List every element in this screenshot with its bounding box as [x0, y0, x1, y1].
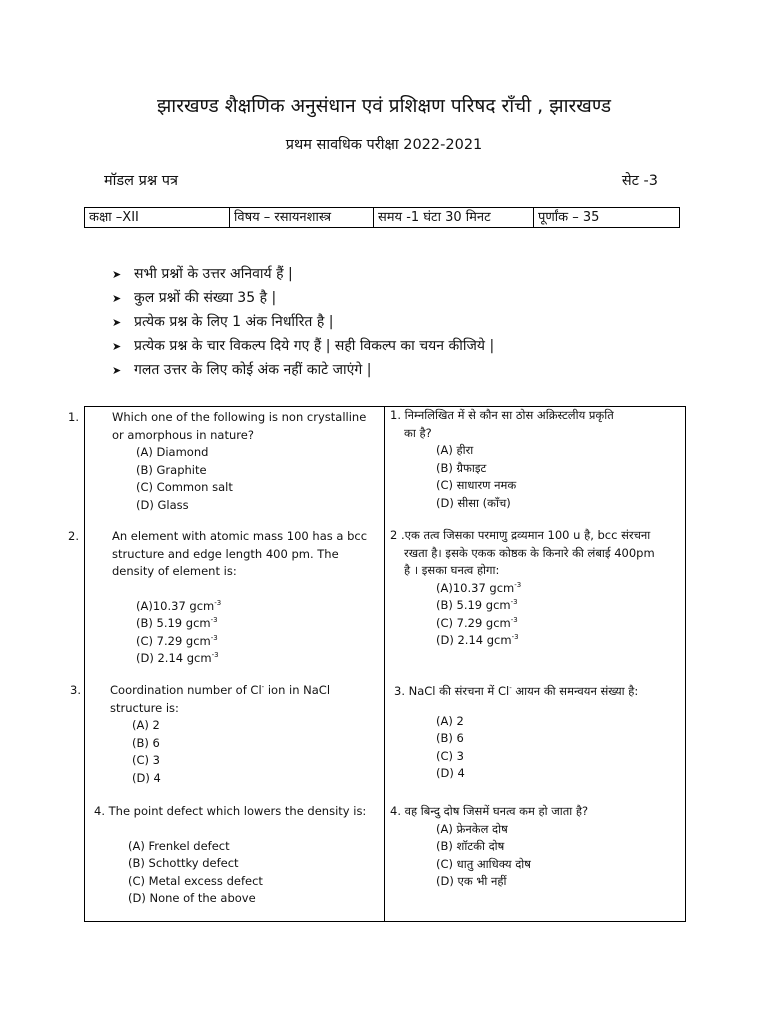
option: (C) Common salt: [136, 480, 233, 494]
instruction-text: गलत उत्तर के लिए कोई अंक नहीं काटे जाएंगे |: [134, 362, 372, 378]
instruction-text: कुल प्रश्नों की संख्या 35 है |: [134, 290, 277, 306]
arrowhead-bullet-icon: ➤: [112, 268, 122, 281]
options-list: [90, 838, 380, 908]
paper-type-label: मॉडल प्रश्न पत्र: [104, 173, 178, 189]
set-number: सेट -3: [621, 173, 658, 189]
option: (A) Diamond: [136, 445, 209, 459]
instruction-item: [112, 358, 494, 382]
time-cell: समय -1 घंटा 30 मिनट: [374, 208, 534, 227]
question-2-hi: [390, 527, 682, 650]
instruction-item: [112, 262, 494, 286]
arrowhead-bullet-icon: ➤: [112, 292, 122, 305]
option-text: (D) 2.14 gcm: [436, 633, 512, 647]
superscript: -3: [214, 598, 222, 607]
question-text: 3. NaCl की संरचना में Cl: [394, 684, 510, 698]
option: (C) 3: [132, 753, 160, 767]
question-2-en: [68, 528, 380, 668]
option: (B) 6: [436, 731, 464, 745]
exam-info-table: [84, 207, 680, 228]
column-divider: [384, 407, 385, 921]
option: (D) 4: [436, 766, 465, 780]
option: (C) Metal excess defect: [128, 873, 263, 888]
option: [136, 633, 380, 651]
marks-cell: पूर्णांक – 35: [538, 210, 600, 225]
superscript: -3: [211, 651, 219, 660]
option: [436, 597, 682, 615]
instruction-text: प्रत्येक प्रश्न के चार विकल्प दिये गए हैं | सही विकल्प का चयन कीजिये |: [134, 338, 495, 354]
superscript: -: [509, 684, 512, 693]
option: [136, 615, 380, 633]
superscript: -3: [210, 633, 218, 642]
option-text: (A)10.37 gcm: [436, 580, 515, 595]
option: (B) शॉटकी दोष: [436, 839, 505, 853]
instructions-list: [112, 262, 494, 382]
question-stem: [70, 682, 380, 717]
option: (D) सीसा (काँच): [436, 495, 511, 510]
superscript: -3: [511, 633, 519, 642]
instruction-text: प्रत्येक प्रश्न के लिए 1 अंक निर्धारित है |: [134, 314, 334, 330]
option: (C) साधारण नमक: [436, 478, 517, 492]
option: (D) एक भी नहीं: [436, 874, 507, 888]
superscript: -3: [514, 580, 522, 589]
option: [136, 650, 380, 668]
question-text: आयन की समन्वयन संख्या है:: [511, 684, 639, 698]
question-4-hi: [390, 803, 682, 891]
question-stem: [90, 803, 380, 821]
instruction-text: सभी प्रश्नों के उत्तर अनिवार्य हैं |: [134, 266, 293, 282]
class-cell: कक्षा –XII: [85, 208, 230, 227]
option: (C) 3: [436, 748, 464, 763]
options-list: [90, 598, 380, 668]
instruction-item: [112, 310, 494, 334]
options-list: [390, 713, 682, 783]
option: (D) Glass: [136, 497, 189, 512]
questions-table: [68, 406, 686, 922]
question-stem: 2 .एक तत्व जिसका परमाणु द्रव्यमान 100 u है, bcc संरचना रखता है। इसके एकक कोष्ठक के किनारे की लंबाई 400pm है । इसका घनत्व होगा:: [390, 528, 655, 577]
option: (A) Frenkel defect: [128, 838, 230, 853]
question-text: ion in NaCl structure is:: [110, 683, 331, 715]
option: (A) फ्रेनकेल दोष: [436, 821, 508, 836]
question-3-en: [70, 682, 380, 787]
arrowhead-bullet-icon: ➤: [112, 316, 122, 329]
exam-board-title: झारखण्ड शैक्षणिक अनुसंधान एवं प्रशिक्षण परिषद राँची , झारखण्ड: [156, 95, 612, 117]
arrowhead-bullet-icon: ➤: [112, 364, 122, 377]
option-text: (D) 2.14 gcm: [136, 651, 212, 665]
option: (B) Schottky defect: [128, 856, 239, 870]
question-text: An element with atomic mass 100 has a bcc structure and edge length 400 pm. The density of element is:: [112, 529, 368, 578]
option: (C) धातु आधिक्य दोष: [436, 856, 531, 871]
instruction-item: [112, 286, 494, 310]
option-text: (B) 5.19 gcm: [136, 616, 211, 630]
option: (B) 6: [132, 735, 160, 750]
question-number: 2.: [68, 529, 79, 543]
superscript: -: [261, 683, 265, 692]
option: (D) 4: [132, 770, 161, 785]
subject-cell: विषय – रसायनशास्त्र: [230, 208, 374, 227]
option-text: (A)10.37 gcm: [136, 598, 215, 613]
option: [436, 615, 682, 633]
option: (A) हीरा: [436, 443, 474, 457]
option: (A) 2: [436, 713, 464, 728]
superscript: -3: [510, 615, 518, 624]
arrowhead-bullet-icon: ➤: [112, 340, 122, 353]
option: (B) Graphite: [136, 462, 207, 477]
options-list: [390, 442, 682, 512]
options-list: [390, 821, 682, 891]
question-text: The point defect which lowers the density is:: [108, 804, 367, 818]
question-stem: [68, 409, 380, 444]
question-text: Which one of the following is non crystalline or amorphous in nature?: [112, 410, 367, 442]
option: (B) ग्रैफाइट: [436, 460, 487, 475]
question-text: Coordination number of Cl: [110, 683, 262, 697]
option: [436, 632, 682, 650]
options-list: [90, 717, 380, 787]
superscript: -3: [210, 616, 218, 625]
option: (A) 2: [132, 718, 160, 732]
option-text: (C) 7.29 gcm: [136, 633, 211, 648]
option-text: (B) 5.19 gcm: [436, 598, 511, 612]
question-number: 3.: [70, 683, 81, 697]
option-text: (C) 7.29 gcm: [436, 615, 511, 630]
option: [136, 598, 380, 616]
question-number: 4.: [94, 804, 105, 818]
question-number: 1.: [68, 410, 79, 424]
question-stem: [68, 528, 380, 581]
question-stem: 4. वह बिन्दु दोष जिसमें घनत्व कम हो जाता है?: [390, 804, 589, 818]
option: [436, 580, 682, 598]
question-4-en: [90, 803, 380, 908]
question-stem: [390, 683, 682, 701]
question-1-en: [68, 409, 380, 514]
instruction-item: [112, 334, 494, 358]
superscript: -3: [510, 598, 518, 607]
options-list: [90, 444, 380, 514]
option: (D) None of the above: [128, 891, 256, 905]
question-stem: 1. निम्नलिखित में से कौन सा ठोस अक्रिस्टलीय प्रकृति का है?: [390, 408, 614, 440]
question-3-hi: [390, 683, 682, 783]
options-list: [390, 580, 682, 650]
question-1-hi: [390, 407, 682, 512]
exam-name: प्रथम सावधिक परीक्षा 2022-2021: [285, 137, 483, 153]
